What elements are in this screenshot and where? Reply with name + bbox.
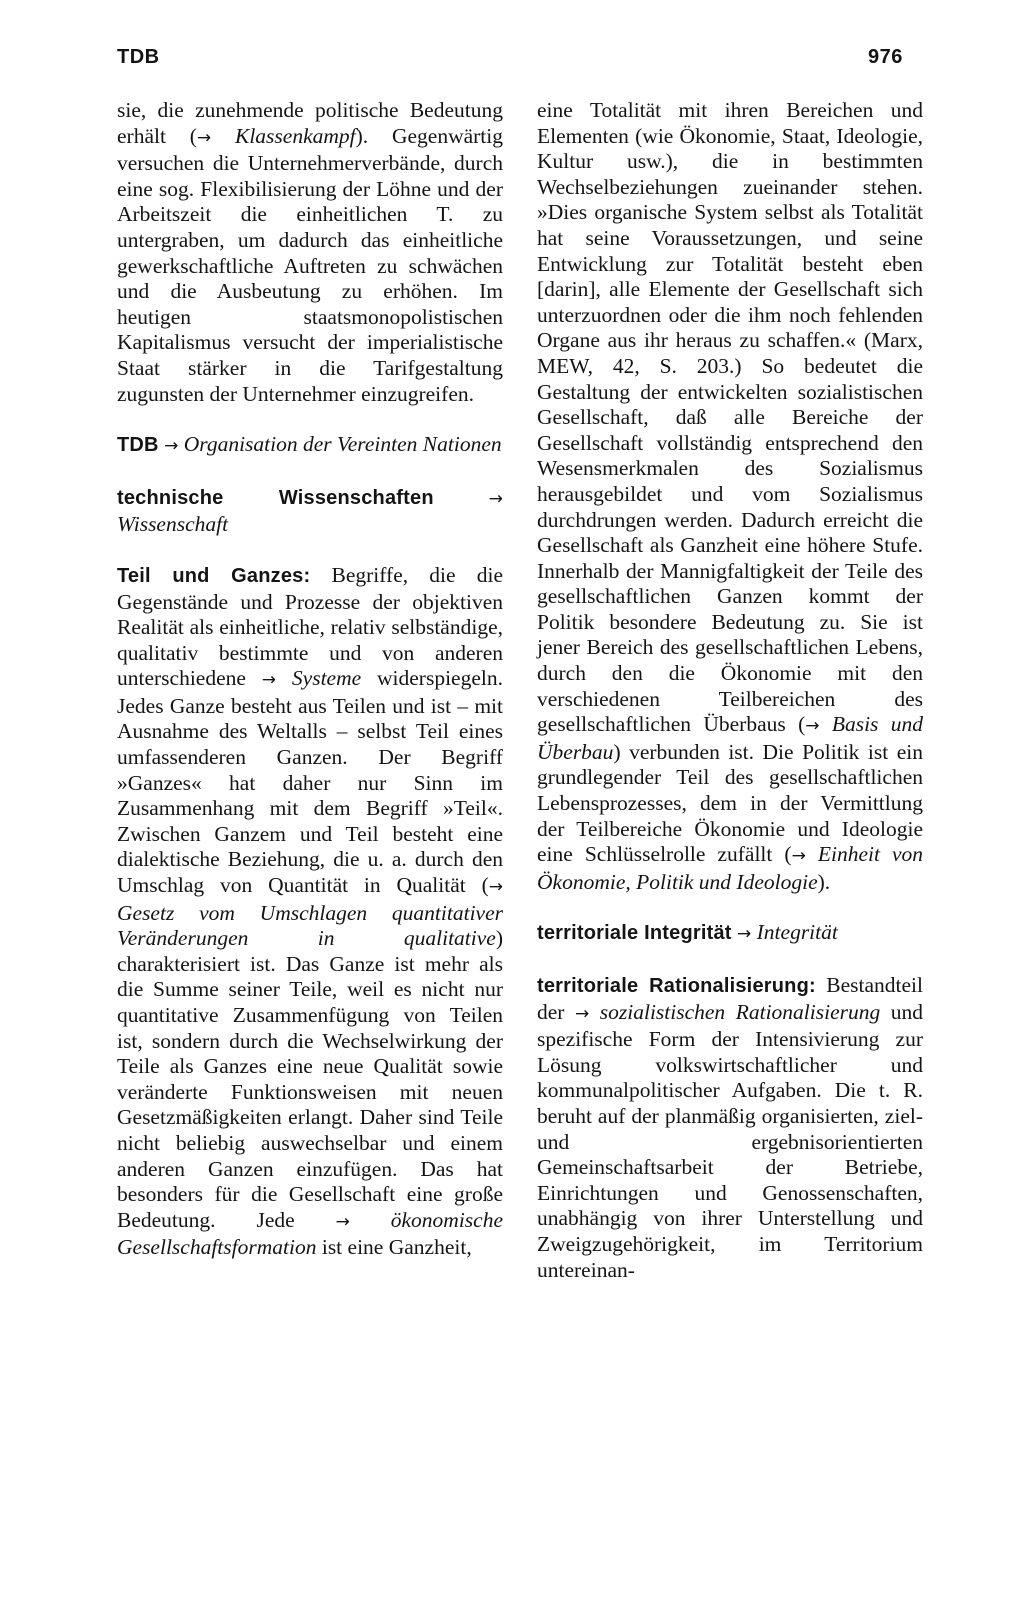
arrow-icon: → bbox=[196, 127, 212, 148]
body-text: Bestandteil der bbox=[537, 973, 923, 1024]
cross-reference: Basis und Überbau bbox=[537, 712, 924, 764]
cross-reference: Systeme bbox=[291, 666, 362, 691]
page-number: 976 bbox=[868, 46, 903, 68]
body-text: sie, die zunehmende politische Bedeutung erhält ( bbox=[117, 98, 503, 148]
continuation-paragraph bbox=[537, 98, 923, 895]
arrow-icon: → bbox=[164, 436, 179, 457]
left-column bbox=[117, 98, 503, 1261]
running-head-left: TDB bbox=[117, 46, 160, 68]
entry-territoriale-rationalisierung bbox=[537, 973, 923, 1283]
cross-reference: Organisation der Vereinten Nationen bbox=[183, 432, 502, 457]
entry-territoriale-integritaet bbox=[537, 920, 923, 948]
cross-reference: Klassenkampf bbox=[234, 123, 356, 148]
entry-teil-und-ganzes bbox=[117, 563, 503, 1261]
body-text: ist eine Ganzheit, bbox=[316, 1235, 472, 1260]
continuation-paragraph bbox=[117, 98, 503, 407]
cross-reference: ökonomische Gesellschaftsformation bbox=[117, 1207, 503, 1260]
body-text: Begriffe, die die Gegenstände und Prozesse der objektiven Realität als einheitliche, relativ selbständige, qualitativ bestimmte und von anderen unterschiedene bbox=[117, 562, 503, 691]
cross-reference: Einheit von Ökonomie, Politik und Ideologie bbox=[537, 842, 924, 894]
body-text: ). Gegenwärtig versuchen die Unternehmerverbände, durch eine sog. Flexibilisierung der Löhne und der Arbeitszeit die einheitlichen T. zu untergraben, um dadurch das einheitliche gewerkschaftliche Auftreten zu schwächen und die Ausbeutung zu erhöhen. Im heutigen staatsmonopolistischen Kapitalismus versucht der imperialistische Staat stärker in die Tarifgestaltung zugunsten der Unternehmer einzugreifen. bbox=[117, 123, 504, 406]
entry-keyword: Teil und Ganzes: bbox=[117, 564, 311, 587]
body-text: eine Totalität mit ihren Bereichen und Elementen (wie Ökonomie, Staat, Ideologie, Kultur usw.), die in bestimmten Wechselbeziehungen zueinander stehen. »Dies organische System selbst als Totalität hat seine Voraussetzungen, und seine Entwicklung zur Totalität besteht eben [darin], alle Elemente der Gesellschaft sich unterzuordnen oder die ihm noch fehlenden Organe aus ihr heraus zu schaffen.« (Marx, MEW, 42, S. 203.) So bedeutet die Gestaltung der entwickelten sozialistischen Gesellschaft, daß alle Bereiche der Gesellschaft vollständig entsprechend den Wesensmerkmalen des Sozialismus herausgebildet und vom Sozialismus durchdrungen werden. Dadurch erreicht die Gesellschaft als Ganzheit eine höhere Stufe. Innerhalb der Mannigfaltigkeit der Teile des gesellschaftlichen Ganzen kommt der Politik besondere Bedeutung zu. Sie ist jener Bereich des gesellschaftlichen Lebens, durch den die Ökonomie mit den verschiedenen Teilbereichen des gesellschaftlichen Überbaus ( bbox=[537, 98, 923, 737]
right-column bbox=[537, 98, 923, 1283]
arrow-icon: → bbox=[488, 488, 503, 509]
body-text: ). bbox=[817, 869, 831, 894]
cross-reference: sozialistischen Rationalisierung bbox=[599, 999, 881, 1024]
body-text: und spezifische Form der Intensivierung zur Lösung volkswirtschaftlicher und kommunalpolitischer Aufgaben. Die t. R. beruht auf der planmäßig organisierten, ziel- und ergebnisorientierten Gemeinschaftsarbeit der Betriebe, Einrichtungen und Genossenschaften, unabhängig von ihrer Unterstellung und Zweigzugehörigkeit, im Territorium untereinan- bbox=[537, 999, 924, 1282]
entry-keyword: territoriale Integrität bbox=[537, 922, 732, 945]
cross-reference: Wissenschaft bbox=[117, 512, 229, 537]
body-text: ) verbunden ist. Die Politik ist ein grundlegender Teil des gesellschaftlichen Lebensprozesses, dem in der Vermittlung der Teilbereiche Ökonomie und Ideologie eine Schlüsselrolle zufällt ( bbox=[537, 739, 923, 867]
body-text: ) charakterisiert ist. Das Ganze ist mehr als die Summe seiner Teile, weil es nicht nur quantitative Zusammenfügung von Teilen ist, sondern durch die Wechselwirkung der Teile als Ganzes eine neue Qualität sowie veränderte Funktionsweisen mit neuen Gesetzmäßigkeiten erlangt. Daher sind Teile nicht beliebig auswechselbar und einem anderen Ganzen einzufügen. Das hat besonders für die Gesellschaft eine große Bedeutung. Jede bbox=[117, 926, 503, 1232]
arrow-icon: → bbox=[791, 846, 806, 867]
arrow-icon: → bbox=[335, 1211, 350, 1232]
body-text: widerspiegeln. Jedes Ganze besteht aus Teilen und ist – mit Ausnahme des Weltalls – selbst Teil eines umfassenderen Ganzen. Der Begriff »Ganzes« hat daher nur Sinn im Zusammenhang mit dem Begriff »Teil«. Zwischen Ganzem und Teil besteht eine dialektische Beziehung, die u. a. durch den Umschlag von Quantität in Qualität ( bbox=[117, 666, 503, 898]
entry-keyword: territoriale Rationalisierung: bbox=[537, 975, 816, 997]
entry-keyword: TDB bbox=[117, 434, 159, 457]
entry-tdb bbox=[117, 432, 503, 460]
arrow-icon: → bbox=[488, 877, 503, 898]
arrow-icon: → bbox=[737, 924, 752, 945]
arrow-icon: → bbox=[261, 670, 277, 691]
entry-technische-wissenschaften bbox=[117, 485, 503, 538]
cross-reference: Gesetz vom Umschlagen quantitativer Veränderungen in qualitative bbox=[117, 900, 503, 951]
cross-reference: Integrität bbox=[756, 920, 838, 945]
arrow-icon: → bbox=[805, 716, 820, 737]
entry-keyword: technische Wissenschaften bbox=[117, 486, 434, 509]
arrow-icon: → bbox=[574, 1003, 590, 1024]
